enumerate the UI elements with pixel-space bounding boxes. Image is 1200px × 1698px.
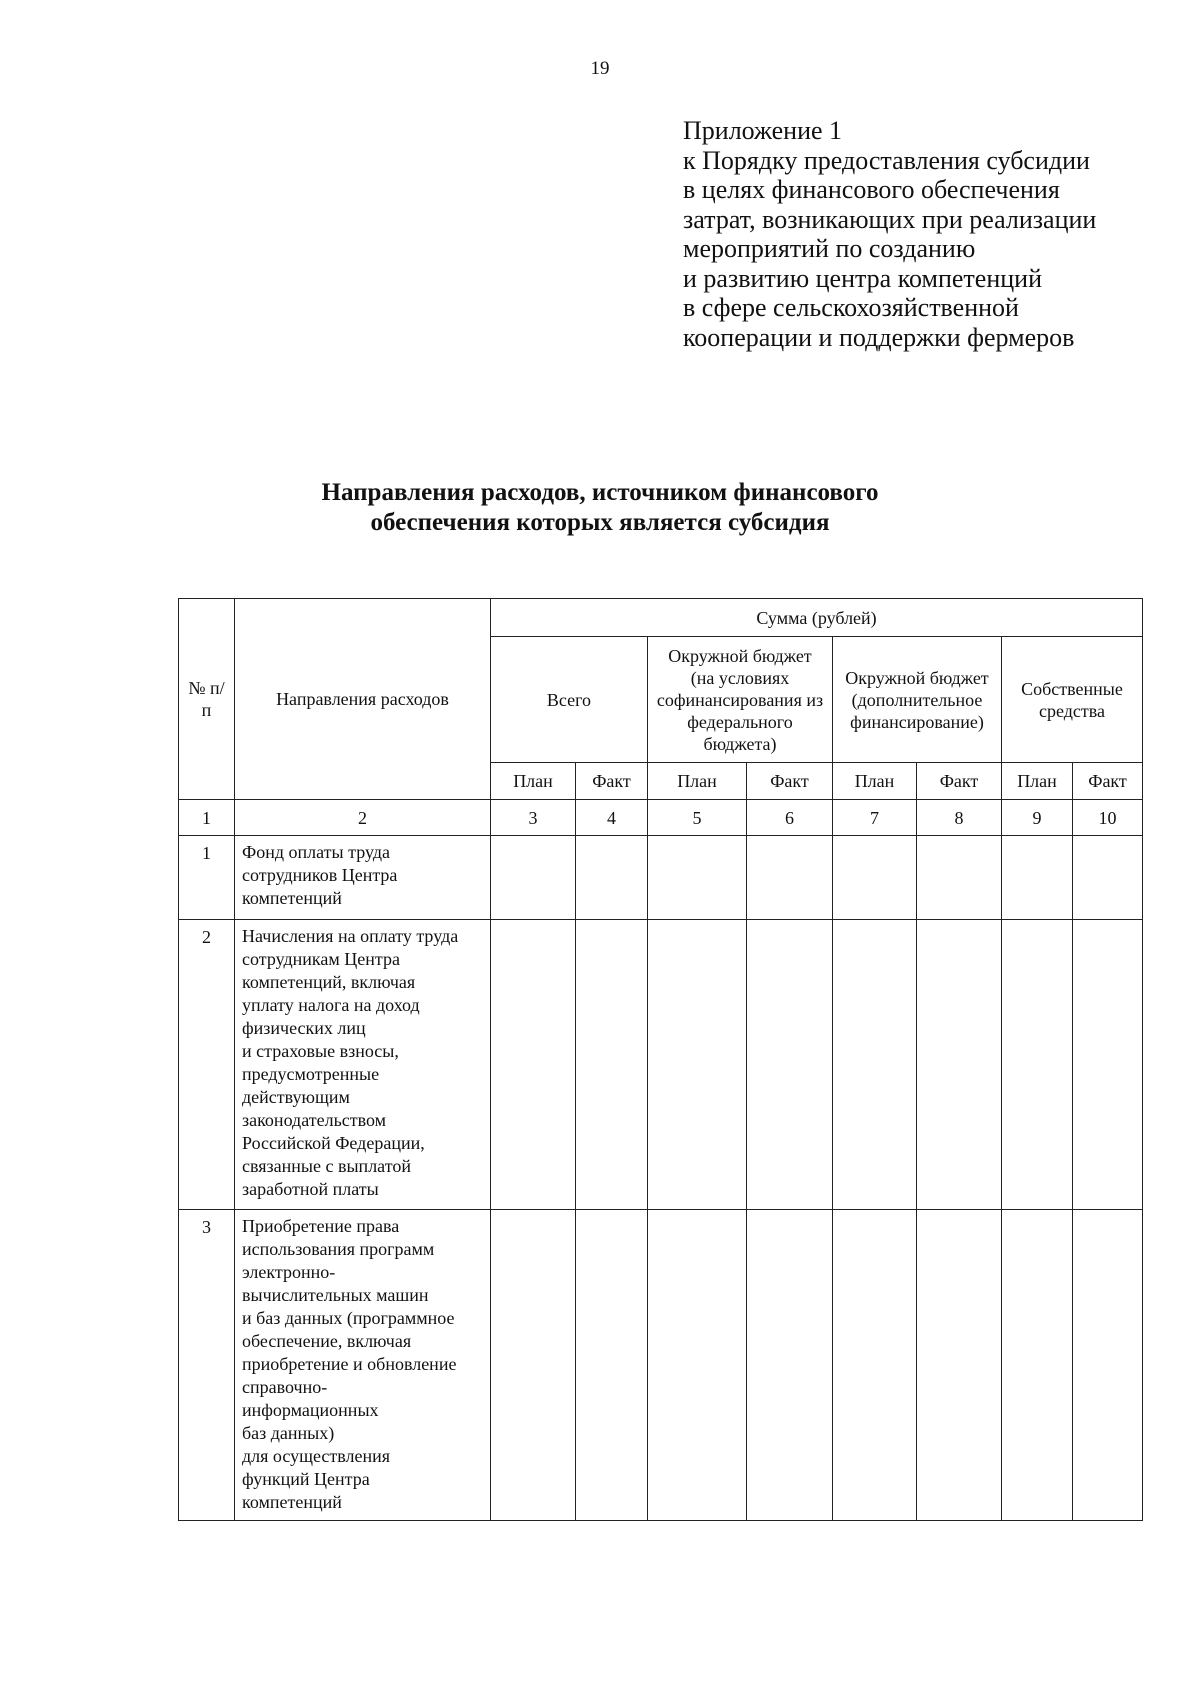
appendix-line: Приложение 1: [683, 116, 843, 145]
appendix-line: в целях финансового обеспечения: [683, 175, 1060, 204]
fact-cell: [576, 836, 648, 920]
plan-cell: [833, 920, 917, 1210]
column-number: 7: [833, 800, 917, 836]
row-direction-line: приобретение и обновление: [242, 1354, 457, 1374]
row-direction-line: компетенций: [242, 1492, 342, 1512]
plan-cell: [491, 836, 576, 920]
fact-cell: [747, 1210, 833, 1521]
header-plan: План: [648, 763, 747, 800]
fact-cell: [1073, 920, 1143, 1210]
plan-cell: [491, 920, 576, 1210]
appendix-line: кооперации и поддержки фермеров: [683, 322, 1075, 352]
row-direction-line: заработной платы: [242, 1179, 379, 1199]
header-direction: Направления расходов: [235, 599, 491, 800]
table-row: [179, 836, 1143, 920]
fact-cell: [917, 836, 1002, 920]
header-fact: Факт: [1073, 763, 1143, 800]
plan-cell: [833, 1210, 917, 1521]
row-direction-line: информационных: [242, 1400, 379, 1420]
plan-cell: [1002, 920, 1073, 1210]
appendix-line: затрат, возникающих при реализации: [683, 204, 1097, 234]
row-direction-line: обеспечение, включая: [242, 1331, 412, 1351]
page-number: 19: [590, 58, 610, 79]
fact-cell: [747, 836, 833, 920]
row-direction: [235, 836, 491, 920]
column-number: 8: [917, 800, 1002, 836]
header-district-cofin: Окружной бюджет (на условиях софинансирования из федерального бюджета): [648, 637, 833, 763]
row-number: 1: [179, 836, 235, 920]
document-title: [0, 478, 1200, 538]
header-sum: Сумма (рублей): [491, 599, 1143, 637]
row-direction-line: электронно-: [242, 1262, 336, 1282]
row-direction-line: и страховые взносы,: [242, 1041, 399, 1061]
appendix-line: мероприятий по созданию: [683, 234, 976, 263]
fact-cell: [576, 1210, 648, 1521]
document-title-line: обеспечения которых является субсидия: [370, 509, 830, 536]
row-number: 3: [179, 1210, 235, 1521]
row-direction-line: Приобретение права: [242, 1216, 400, 1236]
plan-cell: [648, 1210, 747, 1521]
header-fact: Факт: [747, 763, 833, 800]
column-number-row: [179, 800, 1143, 836]
row-direction-line: действующим: [242, 1087, 350, 1107]
header-plan: План: [491, 763, 576, 800]
plan-cell: [648, 920, 747, 1210]
document-title-line: Направления расходов, источником финансового: [321, 479, 879, 506]
plan-cell: [833, 836, 917, 920]
row-direction-line: уплату налога на доход: [242, 995, 420, 1015]
row-direction-line: законодательством: [242, 1110, 387, 1130]
row-number: 2: [179, 920, 235, 1210]
column-number: 10: [1073, 800, 1143, 836]
fact-cell: [917, 1210, 1002, 1521]
header-plan: План: [1002, 763, 1073, 800]
column-number: 1: [179, 800, 235, 836]
row-direction-line: функций Центра: [242, 1469, 370, 1489]
row-direction-line: физических лиц: [242, 1018, 366, 1038]
row-direction-line: Фонд оплаты труда: [242, 842, 390, 862]
column-number: 2: [235, 800, 491, 836]
plan-cell: [1002, 1210, 1073, 1521]
row-direction-line: вычислительных машин: [242, 1285, 429, 1305]
row-direction-line: справочно-: [242, 1377, 328, 1397]
header-plan: План: [833, 763, 917, 800]
expense-table: [178, 598, 1143, 1521]
header-district-extra: Окружной бюджет (дополнительное финансирование): [833, 637, 1002, 763]
plan-cell: [1002, 836, 1073, 920]
row-direction-line: баз данных): [242, 1423, 335, 1443]
column-number: 4: [576, 800, 648, 836]
column-number: 5: [648, 800, 747, 836]
appendix-line: к Порядку предоставления субсидии: [683, 145, 1090, 175]
column-number: 6: [747, 800, 833, 836]
row-direction: [235, 1210, 491, 1521]
header-fact: Факт: [917, 763, 1002, 800]
appendix-line: и развитию центра компетенций: [683, 263, 1042, 293]
column-number: 3: [491, 800, 576, 836]
fact-cell: [1073, 836, 1143, 920]
fact-cell: [1073, 1210, 1143, 1521]
table-row: [179, 1210, 1143, 1521]
row-direction-line: использования программ: [242, 1239, 435, 1259]
row-direction-line: предусмотренные: [242, 1064, 380, 1084]
header-num: № п/п: [179, 599, 235, 800]
row-direction-line: компетенций: [242, 888, 342, 908]
plan-cell: [491, 1210, 576, 1521]
plan-cell: [648, 836, 747, 920]
row-direction: [235, 920, 491, 1210]
row-direction-line: и баз данных (программное: [242, 1308, 455, 1328]
appendix-header: [683, 116, 1143, 352]
table-row: [179, 920, 1143, 1210]
row-direction-line: Российской Федерации,: [242, 1133, 425, 1153]
row-direction-line: связанные с выплатой: [242, 1156, 411, 1176]
row-direction-line: Начисления на оплату труда: [242, 926, 459, 946]
header-total: Всего: [491, 637, 648, 763]
row-direction-line: сотрудникам Центра: [242, 949, 400, 969]
appendix-line: в сфере сельскохозяйственной: [683, 293, 1019, 322]
row-direction-line: компетенций, включая: [242, 972, 416, 992]
header-own-funds: Собственные средства: [1002, 637, 1143, 763]
fact-cell: [576, 920, 648, 1210]
fact-cell: [917, 920, 1002, 1210]
row-direction-line: для осуществления: [242, 1446, 391, 1466]
header-fact: Факт: [576, 763, 648, 800]
fact-cell: [747, 920, 833, 1210]
column-number: 9: [1002, 800, 1073, 836]
row-direction-line: сотрудников Центра: [242, 865, 398, 885]
